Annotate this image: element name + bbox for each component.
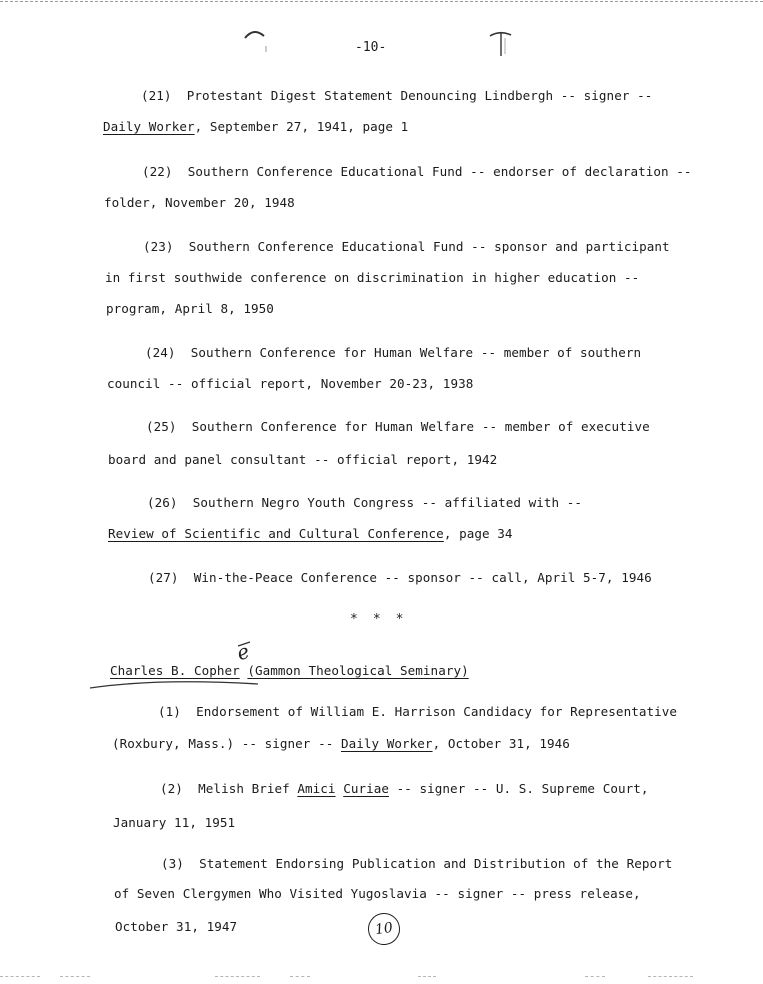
copher-entry-1-line2 (112, 736, 570, 752)
entry-25-line1 (146, 419, 650, 435)
entry-text: Protestant Digest Statement Denouncing Lindbergh -- signer -- (186, 88, 653, 103)
publication-title: Curiae (343, 781, 389, 796)
entry-text: folder, November 20, 1948 (104, 195, 295, 210)
stamp-number: 10 (374, 919, 394, 939)
entry-23-line1 (143, 239, 670, 255)
entry-text: , September 27, 1941, page 1 (194, 119, 409, 134)
entry-text: of Seven Clergymen Who Visited Yugoslavia -- signer -- press release, (114, 886, 641, 901)
copher-entry-2-line1 (160, 781, 649, 797)
separator-star: * (350, 612, 359, 627)
entry-text: , page 34 (443, 526, 513, 541)
entry-24-line1 (145, 345, 641, 361)
copher-entry-2-line2 (113, 815, 235, 831)
copher-entry-3-line2 (114, 886, 641, 902)
entry-number: (3) (161, 856, 184, 871)
entry-22-line2 (104, 195, 295, 211)
entry-text: Southern Negro Youth Congress -- affiliated with -- (192, 495, 583, 510)
entry-22-line1 (142, 164, 692, 180)
entry-text: Southern Conference Educational Fund -- sponsor and participant (188, 239, 670, 254)
person-affiliation: (Gammon Theological Seminary) (247, 663, 469, 678)
copher-entry-3-line3 (115, 919, 237, 935)
entry-text: council -- official report, November 20-23, 1938 (107, 376, 474, 391)
person-name: Charles B. Copher (110, 663, 240, 678)
entry-text: (Roxbury, Mass.) -- signer -- (112, 736, 341, 751)
separator-star: * (395, 612, 405, 627)
entry-21-line1 (141, 88, 652, 104)
entry-number: (2) (160, 781, 183, 796)
entry-text: January 11, 1951 (113, 815, 236, 830)
entry-21-line2 (103, 119, 408, 135)
entry-23-line2 (105, 270, 639, 286)
bottom-scan-mark (215, 976, 260, 977)
bottom-scan-mark (290, 976, 310, 977)
entry-text: Southern Conference Educational Fund -- endorser of declaration -- (187, 164, 692, 179)
entry-text: in first southwide conference on discrimination in higher education -- (105, 270, 640, 285)
page-number: -10- (355, 40, 387, 55)
entry-text: Win-the-Peace Conference -- sponsor -- call, April 5-7, 1946 (193, 570, 652, 585)
separator-star: * (372, 612, 382, 627)
entry-number: (22) (142, 164, 173, 179)
handwritten-underline-stroke (88, 640, 268, 695)
entry-26-line2 (108, 526, 513, 542)
bottom-scan-mark (585, 976, 605, 977)
copher-entry-1-line1 (158, 704, 677, 720)
entry-text: Melish Brief (198, 781, 298, 796)
section-separator (350, 612, 418, 627)
entry-23-line3 (106, 301, 274, 317)
entry-24-line2 (107, 376, 473, 392)
copher-entry-3-line1 (161, 856, 672, 872)
publication-title: Daily Worker (103, 119, 195, 134)
entry-number: (24) (145, 345, 176, 360)
entry-text: October 31, 1947 (115, 919, 238, 934)
entry-text: Southern Conference for Human Welfare -- member of executive (191, 419, 650, 434)
bottom-scan-mark (648, 976, 693, 977)
entry-number: (21) (141, 88, 172, 103)
entry-text: program, April 8, 1950 (106, 301, 274, 316)
entry-number: (1) (158, 704, 181, 719)
handwritten-correction-mark: e (233, 638, 253, 666)
bottom-scan-mark (60, 976, 90, 977)
bottom-scan-mark (418, 976, 436, 977)
entry-text: Southern Conference for Human Welfare -- member of southern (190, 345, 642, 360)
entry-26-line1 (147, 495, 582, 511)
entry-number: (26) (147, 495, 178, 510)
bottom-scan-mark (0, 976, 40, 977)
circled-page-stamp (366, 911, 402, 947)
entry-number: (25) (146, 419, 177, 434)
publication-title: Review of Scientific and Cultural Conference (108, 526, 444, 541)
entry-text: Endorsement of William E. Harrison Candidacy for Representative (196, 704, 677, 719)
entry-number: (27) (148, 570, 179, 585)
entry-text: Statement Endorsing Publication and Distribution of the Report (199, 856, 673, 871)
entry-number: (23) (143, 239, 174, 254)
publication-title: Amici (297, 781, 336, 796)
entry-text: board and panel consultant -- official report, 1942 (108, 452, 498, 467)
top-scan-edge (0, 1, 763, 2)
entry-text: -- signer -- U. S. Supreme Court, (389, 781, 649, 796)
publication-title: Daily Worker (340, 736, 433, 751)
entry-25-line2 (108, 452, 497, 468)
entry-27-line1 (148, 570, 652, 586)
handwritten-arc-mark (240, 24, 270, 54)
handwritten-t-mark (486, 28, 516, 60)
entry-text: , October 31, 1946 (432, 736, 570, 751)
